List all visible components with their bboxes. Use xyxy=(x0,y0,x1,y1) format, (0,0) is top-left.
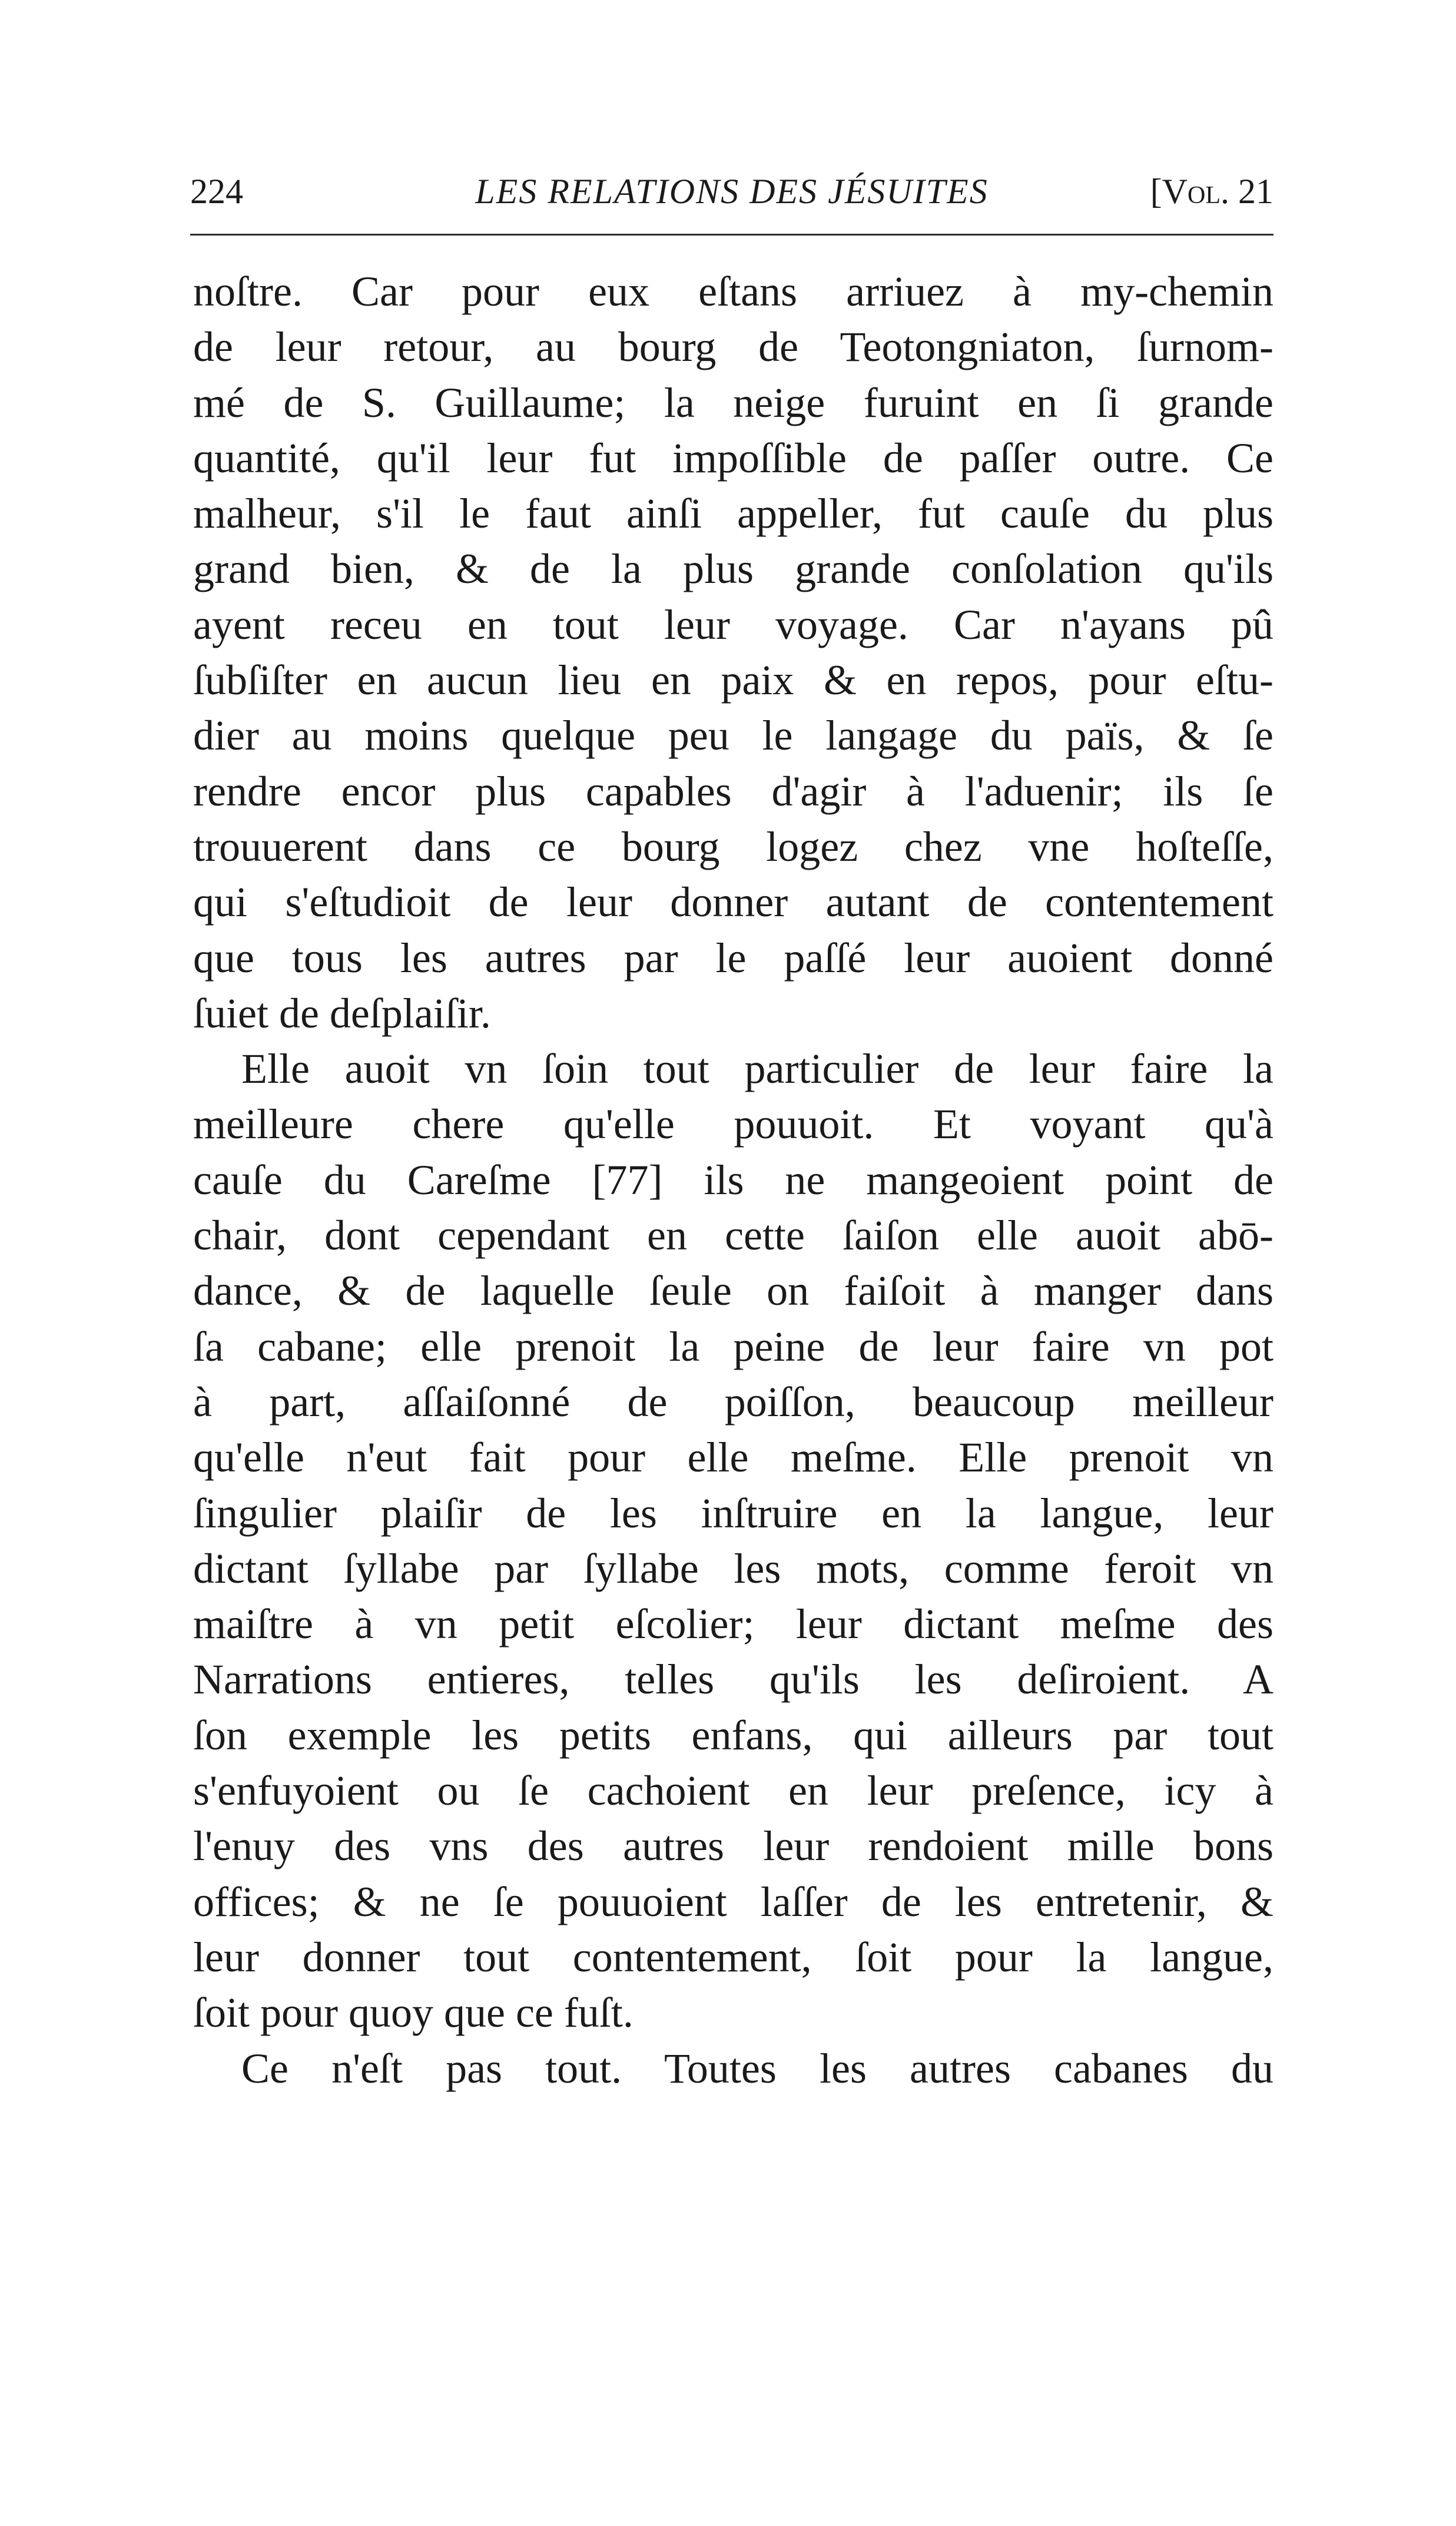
text-line: ſa cabane; elle prenoit la peine de leur faire vn pot xyxy=(193,1322,1273,1370)
text-line: noſtre. Car pour eux eſtans arriuez à my-chemin xyxy=(193,268,1273,315)
paragraph-end-line: ſoit pour quoy que ce fuſt. xyxy=(193,1989,634,2037)
text-line: mé de S. Guillaume; la neige furuint en ſi grande xyxy=(193,379,1273,426)
text-line: l'enuy des vns des autres leur rendoient mille bons xyxy=(193,1822,1273,1870)
text-line: malheur, s'il le faut ainſi appeller, fut cauſe du plus xyxy=(193,490,1273,538)
text-line: dier au moins quelque peu le langage du païs, & ſe xyxy=(193,712,1273,760)
text-line: qui s'eſtudioit de leur donner autant de contentement xyxy=(193,879,1273,926)
page-number: 224 xyxy=(190,172,243,211)
text-line: ayent receu en tout leur voyage. Car n'ayans pû xyxy=(193,601,1273,648)
text-line: de leur retour, au bourg de Teotongniaton, ſurnom- xyxy=(193,323,1273,371)
text-line: cauſe du Careſme [77] ils ne mangeoient point de xyxy=(193,1156,1273,1204)
text-line: qu'elle n'eut fait pour elle meſme. Elle prenoit vn xyxy=(193,1434,1273,1481)
text-line: dance, & de laquelle ſeule on faiſoit à manger dans xyxy=(193,1267,1273,1315)
text-line: quantité, qu'il leur fut impoſſible de paſſer outre. Ce xyxy=(193,434,1273,482)
text-line: meilleure chere qu'elle pouuoit. Et voyant qu'à xyxy=(193,1100,1273,1148)
text-line: rendre encor plus capables d'agir à l'aduenir; ils ſe xyxy=(193,767,1273,815)
text-line: que tous les autres par le paſſé leur auoient donné xyxy=(193,934,1273,982)
running-head xyxy=(190,168,1273,215)
text-line: s'enfuyoient ou ſe cachoient en leur preſence, icy à xyxy=(193,1767,1273,1815)
header-rule xyxy=(190,234,1273,236)
text-line: grand bien, & de la plus grande conſolation qu'ils xyxy=(193,545,1273,593)
paragraph-start-line: Elle auoit vn ſoin tout particulier de leur faire la xyxy=(241,1045,1273,1093)
text-line: offices; & ne ſe pouuoient laſſer de les entretenir, & xyxy=(193,1878,1273,1925)
text-line: Narrations entieres, telles qu'ils les deſiroient. A xyxy=(193,1656,1273,1703)
text-line: trouuerent dans ce bourg logez chez vne hoſteſſe, xyxy=(193,823,1273,870)
text-line: maiſtre à vn petit eſcolier; leur dictant meſme des xyxy=(193,1600,1273,1648)
paragraph-end-line: ſuiet de deſplaiſir. xyxy=(193,989,491,1037)
text-line: à part, aſſaiſonné de poiſſon, beaucoup meilleur xyxy=(193,1378,1273,1426)
text-line: leur donner tout contentement, ſoit pour la langue, xyxy=(193,1933,1273,1981)
body-text xyxy=(193,264,1273,2096)
text-line: ſubſiſter en aucun lieu en paix & en repos, pour eſtu- xyxy=(193,657,1273,704)
text-line: ſingulier plaiſir de les inſtruire en la langue, leur xyxy=(193,1489,1273,1537)
volume-label: [Vol. 21 xyxy=(1150,172,1273,211)
text-line: dictant ſyllabe par ſyllabe les mots, comme feroit vn xyxy=(193,1544,1273,1592)
paragraph-start-line: Ce n'eſt pas tout. Toutes les autres cabanes du xyxy=(241,2044,1273,2092)
running-title: LES RELATIONS DES JÉSUITES xyxy=(475,172,989,211)
text-line: chair, dont cependant en cette ſaiſon elle auoit abō- xyxy=(193,1212,1273,1259)
text-line: ſon exemple les petits enfans, qui ailleurs par tout xyxy=(193,1711,1273,1759)
